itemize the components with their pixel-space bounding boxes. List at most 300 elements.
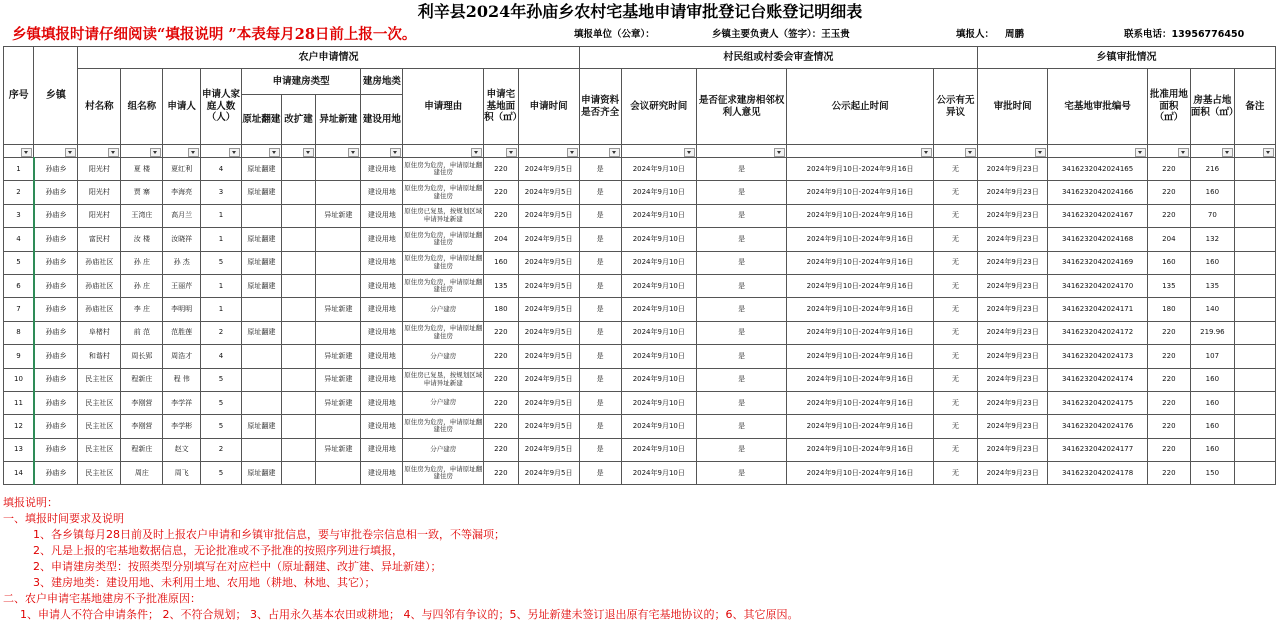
cell-village[interactable]: 阳光村: [78, 181, 121, 204]
cell-remark[interactable]: [1234, 274, 1275, 297]
cell-docs[interactable]: 是: [579, 204, 621, 227]
cell-docs[interactable]: 是: [579, 274, 621, 297]
cell-publicity[interactable]: 2024年9月10日-2024年9月16日: [787, 321, 934, 344]
cell-applicant[interactable]: 李明明: [163, 298, 201, 321]
cell-neighbor[interactable]: 是: [697, 251, 787, 274]
cell-remark[interactable]: [1234, 181, 1275, 204]
cell-meeting[interactable]: 2024年9月10日: [621, 158, 696, 181]
cell-approved-area[interactable]: 220: [1147, 368, 1190, 391]
cell-group[interactable]: 程新庄: [121, 438, 163, 461]
cell-reason[interactable]: 原住房为危房，申请原址翻建住房: [403, 158, 484, 181]
cell-rebuild[interactable]: 原址翻建: [241, 321, 281, 344]
cell-objection[interactable]: 无: [933, 228, 977, 251]
cell-seq[interactable]: 13: [4, 438, 34, 461]
cell-land-type[interactable]: 建设用地: [361, 251, 403, 274]
cell-approve-no[interactable]: 3416232042024178: [1048, 462, 1148, 485]
cell-village[interactable]: 民主社区: [78, 368, 121, 391]
filter-dropdown-icon[interactable]: [506, 148, 517, 157]
cell-village[interactable]: 孙庙社区: [78, 274, 121, 297]
cell-objection[interactable]: 无: [933, 251, 977, 274]
cell-group[interactable]: 李刚营: [121, 415, 163, 438]
cell-town[interactable]: 孙庙乡: [34, 251, 78, 274]
cell-family[interactable]: 1: [201, 298, 242, 321]
cell-neighbor[interactable]: 是: [697, 158, 787, 181]
cell-house-area[interactable]: 132: [1190, 228, 1234, 251]
cell-remark[interactable]: [1234, 438, 1275, 461]
cell-area[interactable]: 220: [484, 415, 519, 438]
filter-dropdown-icon[interactable]: [1135, 148, 1146, 157]
cell-area[interactable]: 220: [484, 345, 519, 368]
cell-publicity[interactable]: 2024年9月10日-2024年9月16日: [787, 391, 934, 414]
cell-house-area[interactable]: 150: [1190, 462, 1234, 485]
cell-relocate[interactable]: 异址新建: [316, 368, 361, 391]
cell-rebuild[interactable]: 原址翻建: [241, 181, 281, 204]
cell-town[interactable]: 孙庙乡: [34, 274, 78, 297]
cell-applicant[interactable]: 李学彬: [163, 415, 201, 438]
cell-approved-area[interactable]: 160: [1147, 251, 1190, 274]
cell-docs[interactable]: 是: [579, 181, 621, 204]
cell-meeting[interactable]: 2024年9月10日: [621, 251, 696, 274]
cell-rebuild[interactable]: 原址翻建: [241, 158, 281, 181]
cell-applicant[interactable]: 汝晓祥: [163, 228, 201, 251]
cell-approved-area[interactable]: 220: [1147, 158, 1190, 181]
cell-rebuild[interactable]: [241, 345, 281, 368]
cell-remark[interactable]: [1234, 298, 1275, 321]
cell-neighbor[interactable]: 是: [697, 415, 787, 438]
cell-town[interactable]: 孙庙乡: [34, 321, 78, 344]
cell-group[interactable]: 前 范: [121, 321, 163, 344]
cell-meeting[interactable]: 2024年9月10日: [621, 204, 696, 227]
cell-relocate[interactable]: [316, 228, 361, 251]
cell-house-area[interactable]: 160: [1190, 181, 1234, 204]
cell-relocate[interactable]: [316, 158, 361, 181]
cell-area[interactable]: 220: [484, 204, 519, 227]
cell-relocate[interactable]: 异址新建: [316, 298, 361, 321]
cell-group[interactable]: 夏 楼: [121, 158, 163, 181]
cell-neighbor[interactable]: 是: [697, 321, 787, 344]
cell-relocate[interactable]: [316, 181, 361, 204]
cell-approved-area[interactable]: 220: [1147, 181, 1190, 204]
filter-dropdown-icon[interactable]: [1035, 148, 1046, 157]
cell-reason[interactable]: 分户建房: [403, 345, 484, 368]
cell-seq[interactable]: 12: [4, 415, 34, 438]
cell-relocate[interactable]: [316, 462, 361, 485]
cell-objection[interactable]: 无: [933, 181, 977, 204]
cell-reason[interactable]: 分户建房: [403, 298, 484, 321]
cell-publicity[interactable]: 2024年9月10日-2024年9月16日: [787, 181, 934, 204]
cell-seq[interactable]: 6: [4, 274, 34, 297]
cell-neighbor[interactable]: 是: [697, 298, 787, 321]
cell-approve-no[interactable]: 3416232042024170: [1048, 274, 1148, 297]
cell-neighbor[interactable]: 是: [697, 391, 787, 414]
cell-applicant[interactable]: 孙 杰: [163, 251, 201, 274]
cell-family[interactable]: 5: [201, 391, 242, 414]
cell-reason[interactable]: 原住房为危房，申请原址翻建住房: [403, 415, 484, 438]
cell-town[interactable]: 孙庙乡: [34, 181, 78, 204]
cell-rebuild[interactable]: 原址翻建: [241, 228, 281, 251]
cell-approved-area[interactable]: 220: [1147, 204, 1190, 227]
cell-group[interactable]: 孙 庄: [121, 251, 163, 274]
cell-remark[interactable]: [1234, 415, 1275, 438]
cell-village[interactable]: 民主社区: [78, 391, 121, 414]
cell-meeting[interactable]: 2024年9月10日: [621, 391, 696, 414]
cell-area[interactable]: 220: [484, 391, 519, 414]
cell-publicity[interactable]: 2024年9月10日-2024年9月16日: [787, 158, 934, 181]
cell-approve-date[interactable]: 2024年9月23日: [978, 251, 1048, 274]
cell-objection[interactable]: 无: [933, 415, 977, 438]
filter-dropdown-icon[interactable]: [684, 148, 695, 157]
cell-seq[interactable]: 1: [4, 158, 34, 181]
cell-approve-date[interactable]: 2024年9月23日: [978, 345, 1048, 368]
cell-approve-no[interactable]: 3416232042024166: [1048, 181, 1148, 204]
filter-dropdown-icon[interactable]: [567, 148, 578, 157]
cell-rebuild[interactable]: [241, 204, 281, 227]
cell-house-area[interactable]: 160: [1190, 415, 1234, 438]
cell-meeting[interactable]: 2024年9月10日: [621, 345, 696, 368]
filter-dropdown-icon[interactable]: [348, 148, 359, 157]
cell-approve-no[interactable]: 3416232042024176: [1048, 415, 1148, 438]
cell-applicant[interactable]: 范胜莲: [163, 321, 201, 344]
cell-meeting[interactable]: 2024年9月10日: [621, 298, 696, 321]
cell-area[interactable]: 220: [484, 321, 519, 344]
cell-land-type[interactable]: 建设用地: [361, 415, 403, 438]
cell-area[interactable]: 135: [484, 274, 519, 297]
cell-neighbor[interactable]: 是: [697, 438, 787, 461]
cell-town[interactable]: 孙庙乡: [34, 228, 78, 251]
cell-publicity[interactable]: 2024年9月10日-2024年9月16日: [787, 251, 934, 274]
cell-family[interactable]: 5: [201, 415, 242, 438]
cell-expand[interactable]: [281, 228, 316, 251]
cell-town[interactable]: 孙庙乡: [34, 462, 78, 485]
cell-remark[interactable]: [1234, 251, 1275, 274]
cell-apply-date[interactable]: 2024年9月5日: [518, 298, 579, 321]
cell-expand[interactable]: [281, 298, 316, 321]
cell-area[interactable]: 160: [484, 251, 519, 274]
cell-meeting[interactable]: 2024年9月10日: [621, 181, 696, 204]
cell-family[interactable]: 3: [201, 181, 242, 204]
cell-relocate[interactable]: 异址新建: [316, 391, 361, 414]
cell-approve-date[interactable]: 2024年9月23日: [978, 438, 1048, 461]
cell-approve-no[interactable]: 3416232042024172: [1048, 321, 1148, 344]
cell-neighbor[interactable]: 是: [697, 368, 787, 391]
cell-area[interactable]: 220: [484, 438, 519, 461]
filter-dropdown-icon[interactable]: [774, 148, 785, 157]
cell-apply-date[interactable]: 2024年9月5日: [518, 181, 579, 204]
cell-rebuild[interactable]: 原址翻建: [241, 251, 281, 274]
cell-village[interactable]: 民主社区: [78, 415, 121, 438]
cell-applicant[interactable]: 赵文: [163, 438, 201, 461]
cell-neighbor[interactable]: 是: [697, 181, 787, 204]
cell-house-area[interactable]: 219.96: [1190, 321, 1234, 344]
cell-publicity[interactable]: 2024年9月10日-2024年9月16日: [787, 438, 934, 461]
cell-land-type[interactable]: 建设用地: [361, 274, 403, 297]
cell-expand[interactable]: [281, 204, 316, 227]
cell-relocate[interactable]: [316, 415, 361, 438]
cell-group[interactable]: 贾 寨: [121, 181, 163, 204]
cell-seq[interactable]: 7: [4, 298, 34, 321]
cell-area[interactable]: 220: [484, 158, 519, 181]
cell-expand[interactable]: [281, 274, 316, 297]
cell-remark[interactable]: [1234, 462, 1275, 485]
cell-neighbor[interactable]: 是: [697, 228, 787, 251]
cell-publicity[interactable]: 2024年9月10日-2024年9月16日: [787, 345, 934, 368]
cell-apply-date[interactable]: 2024年9月5日: [518, 228, 579, 251]
cell-house-area[interactable]: 160: [1190, 251, 1234, 274]
cell-approve-date[interactable]: 2024年9月23日: [978, 158, 1048, 181]
cell-remark[interactable]: [1234, 391, 1275, 414]
cell-approve-no[interactable]: 3416232042024174: [1048, 368, 1148, 391]
cell-publicity[interactable]: 2024年9月10日-2024年9月16日: [787, 415, 934, 438]
cell-family[interactable]: 5: [201, 368, 242, 391]
filter-dropdown-icon[interactable]: [188, 148, 199, 157]
cell-house-area[interactable]: 70: [1190, 204, 1234, 227]
cell-relocate[interactable]: 异址新建: [316, 204, 361, 227]
cell-reason[interactable]: 分户建房: [403, 391, 484, 414]
cell-applicant[interactable]: 周飞: [163, 462, 201, 485]
cell-approved-area[interactable]: 220: [1147, 391, 1190, 414]
cell-family[interactable]: 2: [201, 321, 242, 344]
cell-applicant[interactable]: 李海亮: [163, 181, 201, 204]
cell-apply-date[interactable]: 2024年9月5日: [518, 462, 579, 485]
cell-group[interactable]: 李 庄: [121, 298, 163, 321]
cell-seq[interactable]: 3: [4, 204, 34, 227]
cell-rebuild[interactable]: [241, 298, 281, 321]
cell-rebuild[interactable]: 原址翻建: [241, 415, 281, 438]
cell-approved-area[interactable]: 204: [1147, 228, 1190, 251]
cell-reason[interactable]: 原住房为危房，申请原址翻建住房: [403, 274, 484, 297]
cell-relocate[interactable]: [316, 274, 361, 297]
cell-apply-date[interactable]: 2024年9月5日: [518, 274, 579, 297]
cell-expand[interactable]: [281, 181, 316, 204]
cell-land-type[interactable]: 建设用地: [361, 462, 403, 485]
cell-group[interactable]: 王湾庄: [121, 204, 163, 227]
cell-seq[interactable]: 2: [4, 181, 34, 204]
cell-land-type[interactable]: 建设用地: [361, 204, 403, 227]
cell-apply-date[interactable]: 2024年9月5日: [518, 438, 579, 461]
cell-house-area[interactable]: 216: [1190, 158, 1234, 181]
cell-approved-area[interactable]: 220: [1147, 345, 1190, 368]
cell-town[interactable]: 孙庙乡: [34, 204, 78, 227]
cell-family[interactable]: 4: [201, 345, 242, 368]
cell-village[interactable]: 富民村: [78, 228, 121, 251]
filter-dropdown-icon[interactable]: [108, 148, 119, 157]
cell-reason[interactable]: 原住房为危房，申请原址翻建住房: [403, 462, 484, 485]
cell-relocate[interactable]: [316, 321, 361, 344]
cell-family[interactable]: 1: [201, 274, 242, 297]
cell-docs[interactable]: 是: [579, 321, 621, 344]
cell-group[interactable]: 周长郢: [121, 345, 163, 368]
filter-dropdown-icon[interactable]: [965, 148, 976, 157]
cell-land-type[interactable]: 建设用地: [361, 345, 403, 368]
cell-expand[interactable]: [281, 158, 316, 181]
cell-land-type[interactable]: 建设用地: [361, 368, 403, 391]
cell-approve-date[interactable]: 2024年9月23日: [978, 391, 1048, 414]
cell-objection[interactable]: 无: [933, 321, 977, 344]
cell-house-area[interactable]: 135: [1190, 274, 1234, 297]
cell-area[interactable]: 220: [484, 181, 519, 204]
filter-dropdown-icon[interactable]: [269, 148, 280, 157]
cell-town[interactable]: 孙庙乡: [34, 368, 78, 391]
cell-family[interactable]: 2: [201, 438, 242, 461]
cell-approve-no[interactable]: 3416232042024168: [1048, 228, 1148, 251]
cell-meeting[interactable]: 2024年9月10日: [621, 462, 696, 485]
cell-remark[interactable]: [1234, 204, 1275, 227]
cell-remark[interactable]: [1234, 321, 1275, 344]
cell-applicant[interactable]: 高月兰: [163, 204, 201, 227]
filter-dropdown-icon[interactable]: [390, 148, 401, 157]
cell-apply-date[interactable]: 2024年9月5日: [518, 204, 579, 227]
cell-approved-area[interactable]: 180: [1147, 298, 1190, 321]
cell-town[interactable]: 孙庙乡: [34, 415, 78, 438]
cell-town[interactable]: 孙庙乡: [34, 345, 78, 368]
cell-town[interactable]: 孙庙乡: [34, 438, 78, 461]
cell-house-area[interactable]: 160: [1190, 438, 1234, 461]
cell-remark[interactable]: [1234, 228, 1275, 251]
filter-dropdown-icon[interactable]: [21, 148, 32, 157]
cell-land-type[interactable]: 建设用地: [361, 228, 403, 251]
filter-dropdown-icon[interactable]: [65, 148, 76, 157]
cell-applicant[interactable]: 程 伟: [163, 368, 201, 391]
cell-approve-no[interactable]: 3416232042024169: [1048, 251, 1148, 274]
cell-approve-no[interactable]: 3416232042024175: [1048, 391, 1148, 414]
cell-approve-date[interactable]: 2024年9月23日: [978, 228, 1048, 251]
cell-land-type[interactable]: 建设用地: [361, 298, 403, 321]
cell-town[interactable]: 孙庙乡: [34, 298, 78, 321]
cell-seq[interactable]: 8: [4, 321, 34, 344]
filter-dropdown-icon[interactable]: [1178, 148, 1189, 157]
cell-neighbor[interactable]: 是: [697, 345, 787, 368]
cell-group[interactable]: 周庄: [121, 462, 163, 485]
cell-house-area[interactable]: 160: [1190, 391, 1234, 414]
cell-approved-area[interactable]: 220: [1147, 462, 1190, 485]
cell-relocate[interactable]: 异址新建: [316, 438, 361, 461]
cell-seq[interactable]: 10: [4, 368, 34, 391]
cell-village[interactable]: 民主社区: [78, 438, 121, 461]
cell-docs[interactable]: 是: [579, 298, 621, 321]
cell-objection[interactable]: 无: [933, 345, 977, 368]
cell-expand[interactable]: [281, 391, 316, 414]
cell-approve-no[interactable]: 3416232042024173: [1048, 345, 1148, 368]
cell-expand[interactable]: [281, 345, 316, 368]
cell-approve-no[interactable]: 3416232042024171: [1048, 298, 1148, 321]
cell-rebuild[interactable]: 原址翻建: [241, 274, 281, 297]
filter-dropdown-icon[interactable]: [1222, 148, 1233, 157]
cell-village[interactable]: 阳光村: [78, 158, 121, 181]
cell-neighbor[interactable]: 是: [697, 204, 787, 227]
cell-group[interactable]: 汝 楼: [121, 228, 163, 251]
cell-area[interactable]: 204: [484, 228, 519, 251]
cell-village[interactable]: 孙庙社区: [78, 298, 121, 321]
cell-approve-no[interactable]: 3416232042024177: [1048, 438, 1148, 461]
cell-meeting[interactable]: 2024年9月10日: [621, 415, 696, 438]
cell-family[interactable]: 1: [201, 204, 242, 227]
cell-approve-date[interactable]: 2024年9月23日: [978, 274, 1048, 297]
cell-group[interactable]: 程新庄: [121, 368, 163, 391]
cell-village[interactable]: 阜楮村: [78, 321, 121, 344]
cell-area[interactable]: 180: [484, 298, 519, 321]
cell-land-type[interactable]: 建设用地: [361, 391, 403, 414]
cell-reason[interactable]: 原住房为危房，申请原址翻建住房: [403, 321, 484, 344]
cell-apply-date[interactable]: 2024年9月5日: [518, 345, 579, 368]
cell-apply-date[interactable]: 2024年9月5日: [518, 251, 579, 274]
cell-seq[interactable]: 11: [4, 391, 34, 414]
cell-objection[interactable]: 无: [933, 298, 977, 321]
cell-seq[interactable]: 14: [4, 462, 34, 485]
cell-land-type[interactable]: 建设用地: [361, 321, 403, 344]
cell-approve-date[interactable]: 2024年9月23日: [978, 181, 1048, 204]
cell-meeting[interactable]: 2024年9月10日: [621, 228, 696, 251]
cell-neighbor[interactable]: 是: [697, 274, 787, 297]
cell-apply-date[interactable]: 2024年9月5日: [518, 321, 579, 344]
cell-docs[interactable]: 是: [579, 462, 621, 485]
cell-group[interactable]: 孙 庄: [121, 274, 163, 297]
cell-land-type[interactable]: 建设用地: [361, 438, 403, 461]
cell-apply-date[interactable]: 2024年9月5日: [518, 368, 579, 391]
cell-remark[interactable]: [1234, 368, 1275, 391]
cell-applicant[interactable]: 夏红利: [163, 158, 201, 181]
cell-approve-no[interactable]: 3416232042024167: [1048, 204, 1148, 227]
cell-publicity[interactable]: 2024年9月10日-2024年9月16日: [787, 368, 934, 391]
cell-objection[interactable]: 无: [933, 368, 977, 391]
cell-publicity[interactable]: 2024年9月10日-2024年9月16日: [787, 274, 934, 297]
cell-publicity[interactable]: 2024年9月10日-2024年9月16日: [787, 228, 934, 251]
cell-relocate[interactable]: 异址新建: [316, 345, 361, 368]
cell-family[interactable]: 4: [201, 158, 242, 181]
cell-approve-date[interactable]: 2024年9月23日: [978, 368, 1048, 391]
cell-expand[interactable]: [281, 438, 316, 461]
cell-meeting[interactable]: 2024年9月10日: [621, 321, 696, 344]
cell-meeting[interactable]: 2024年9月10日: [621, 438, 696, 461]
cell-expand[interactable]: [281, 321, 316, 344]
cell-docs[interactable]: 是: [579, 228, 621, 251]
cell-apply-date[interactable]: 2024年9月5日: [518, 391, 579, 414]
cell-docs[interactable]: 是: [579, 438, 621, 461]
cell-reason[interactable]: 原住房为危房，申请原址翻建住房: [403, 251, 484, 274]
filter-dropdown-icon[interactable]: [609, 148, 620, 157]
cell-reason[interactable]: 原住房已复垦，按规划区域申请异址新建: [403, 204, 484, 227]
cell-objection[interactable]: 无: [933, 462, 977, 485]
cell-docs[interactable]: 是: [579, 345, 621, 368]
cell-remark[interactable]: [1234, 345, 1275, 368]
filter-dropdown-icon[interactable]: [921, 148, 932, 157]
cell-seq[interactable]: 5: [4, 251, 34, 274]
cell-approve-date[interactable]: 2024年9月23日: [978, 321, 1048, 344]
cell-docs[interactable]: 是: [579, 158, 621, 181]
cell-objection[interactable]: 无: [933, 204, 977, 227]
filter-dropdown-icon[interactable]: [1263, 148, 1274, 157]
cell-group[interactable]: 李刚营: [121, 391, 163, 414]
cell-reason[interactable]: 原住房为危房，申请原址翻建住房: [403, 181, 484, 204]
cell-docs[interactable]: 是: [579, 415, 621, 438]
filter-dropdown-icon[interactable]: [471, 148, 482, 157]
cell-village[interactable]: 和谐村: [78, 345, 121, 368]
cell-house-area[interactable]: 107: [1190, 345, 1234, 368]
cell-house-area[interactable]: 160: [1190, 368, 1234, 391]
cell-rebuild[interactable]: [241, 368, 281, 391]
cell-village[interactable]: 孙庙社区: [78, 251, 121, 274]
cell-rebuild[interactable]: 原址翻建: [241, 462, 281, 485]
cell-relocate[interactable]: [316, 251, 361, 274]
cell-apply-date[interactable]: 2024年9月5日: [518, 158, 579, 181]
cell-rebuild[interactable]: [241, 391, 281, 414]
cell-docs[interactable]: 是: [579, 368, 621, 391]
cell-approve-date[interactable]: 2024年9月23日: [978, 204, 1048, 227]
cell-reason[interactable]: 原住房为危房，申请原址翻建住房: [403, 228, 484, 251]
cell-rebuild[interactable]: [241, 438, 281, 461]
filter-dropdown-icon[interactable]: [150, 148, 161, 157]
cell-approve-date[interactable]: 2024年9月23日: [978, 298, 1048, 321]
cell-expand[interactable]: [281, 415, 316, 438]
